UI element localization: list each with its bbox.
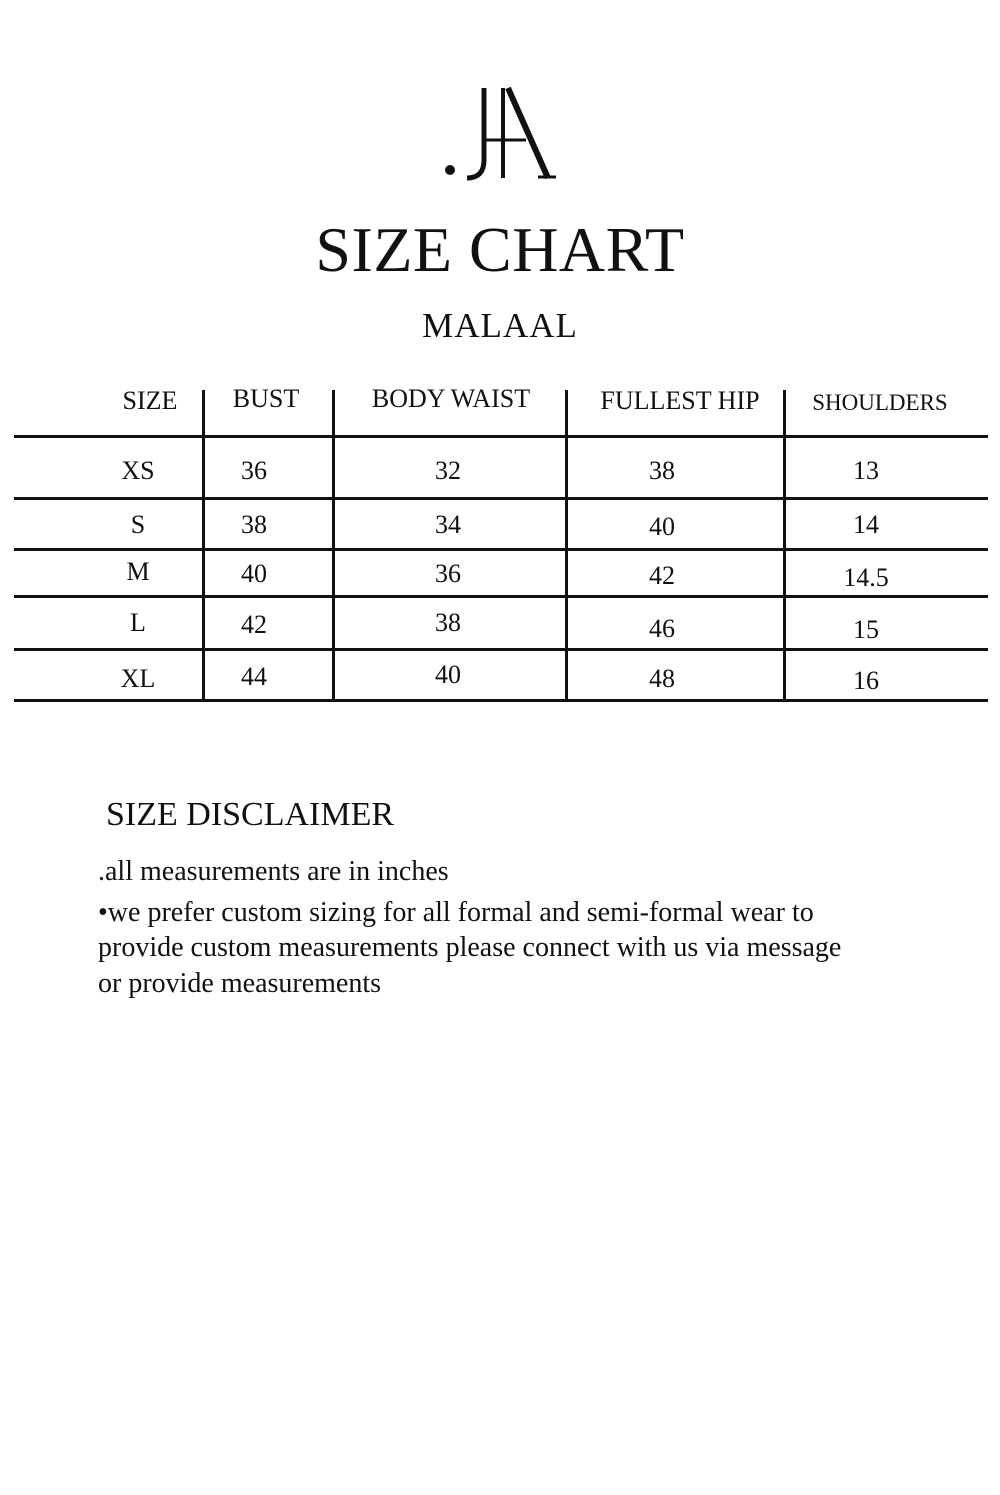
- disclaimer-line: provide custom measurements please connect with us via message: [98, 932, 842, 963]
- table-cell-body-waist: 36: [435, 559, 461, 588]
- column-header-fullest-hip: FULLEST HIP: [600, 386, 760, 415]
- table-cell-body-waist: 32: [435, 456, 461, 485]
- collection-name: MALAAL: [422, 306, 578, 345]
- table-cell-fullest-hip: 46: [649, 614, 675, 643]
- column-divider: [332, 390, 335, 701]
- table-rule: [14, 497, 988, 500]
- column-divider: [783, 390, 786, 701]
- table-rule: [14, 435, 988, 438]
- disclaimer-title: SIZE DISCLAIMER: [106, 796, 395, 833]
- column-divider: [565, 390, 568, 701]
- table-cell-size: XL: [120, 664, 156, 693]
- disclaimer-line: or provide measurements: [98, 968, 382, 999]
- column-header-size: SIZE: [122, 386, 178, 415]
- table-cell-fullest-hip: 48: [649, 664, 675, 693]
- table-cell-body-waist: 38: [435, 608, 461, 637]
- table-cell-bust: 38: [241, 510, 267, 539]
- column-header-shoulders: SHOULDERS: [812, 390, 948, 415]
- disclaimer-line: .all measurements are in inches: [98, 856, 449, 887]
- table-cell-shoulders: 13: [853, 456, 879, 485]
- table-cell-size: M: [126, 557, 150, 586]
- table-rule: [14, 548, 988, 551]
- column-header-body-waist: BODY WAIST: [371, 384, 531, 413]
- size-table: [14, 380, 988, 702]
- table-cell-size: L: [130, 608, 146, 637]
- table-cell-bust: 36: [241, 456, 267, 485]
- disclaimer-line: •we prefer custom sizing for all formal and semi-formal wear to: [98, 897, 814, 928]
- table-cell-body-waist: 34: [435, 510, 461, 539]
- table-cell-bust: 42: [241, 610, 267, 639]
- table-cell-size: XS: [121, 456, 155, 485]
- table-cell-size: S: [130, 510, 146, 539]
- table-cell-bust: 40: [241, 559, 267, 588]
- table-cell-shoulders: 16: [853, 666, 879, 695]
- column-divider: [202, 390, 205, 701]
- page-title: SIZE CHART: [315, 214, 685, 285]
- table-cell-body-waist: 40: [435, 660, 461, 689]
- table-cell-shoulders: 14: [853, 510, 879, 539]
- table-cell-shoulders: 14.5: [843, 563, 889, 592]
- column-header-bust: BUST: [232, 384, 300, 413]
- table-cell-fullest-hip: 38: [649, 456, 675, 485]
- table-cell-fullest-hip: 40: [649, 512, 675, 541]
- table-rule: [14, 595, 988, 598]
- table-rule: [14, 699, 988, 702]
- table-rule: [14, 648, 988, 651]
- brand-logo-icon: [440, 82, 564, 186]
- table-cell-shoulders: 15: [853, 615, 879, 644]
- table-cell-bust: 44: [241, 662, 267, 691]
- table-cell-fullest-hip: 42: [649, 561, 675, 590]
